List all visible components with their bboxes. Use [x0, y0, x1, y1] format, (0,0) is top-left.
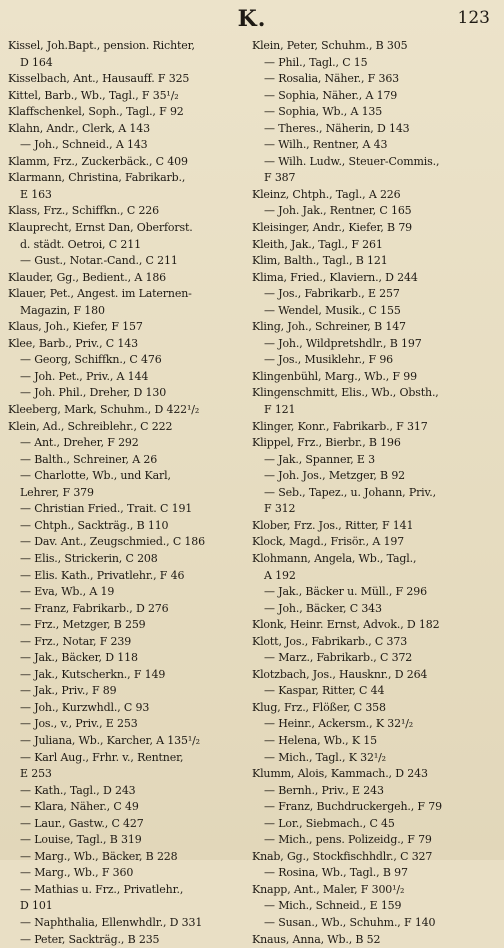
directory-entry-line: — Ant., Dreher, F 292	[20, 436, 139, 450]
directory-entry-line: — Mathias u. Frz., Privatlehr.,	[20, 882, 184, 896]
directory-entry-line: — Karl Aug., Frhr. v., Rentner,	[20, 750, 184, 764]
directory-entry-line: Kleeberg, Mark, Schuhm., D 422¹/₂	[8, 403, 200, 417]
directory-entry-line: — Naphthalia, Ellenwhdlr., D 331	[20, 915, 203, 929]
directory-entry-line: — Mich., pens. Polizeidg., F 79	[264, 833, 432, 847]
directory-entry-line: Klein, Peter, Schuhm., B 305	[252, 39, 408, 52]
directory-entry-line: Klonk, Heinr. Ernst, Advok., D 182	[252, 618, 440, 632]
directory-entry-line: — Peter, Sackträg., B 235	[20, 932, 160, 946]
directory-entry-line: — Theres., Näherin, D 143	[264, 121, 410, 135]
directory-entry-line: — Jos., v., Priv., E 253	[20, 717, 138, 731]
directory-entry-line: Klaffschenkel, Soph., Tagl., F 92	[8, 105, 184, 119]
directory-entry-line: — Joh. Jak., Rentner, C 165	[264, 204, 412, 218]
directory-entry-line: — Charlotte, Wb., und Karl,	[20, 469, 171, 483]
directory-entry-line: Klippel, Frz., Bierbr., B 196	[252, 436, 401, 450]
directory-entry-line: — Dav. Ant., Zeugschmied., C 186	[20, 535, 205, 549]
directory-entry-line: d. städt. Oetroi, C 211	[20, 237, 141, 251]
directory-entry-line: — Chtph., Sackträg., B 110	[20, 518, 169, 532]
directory-entry-line: — Jak., Bäcker u. Müll., F 296	[264, 585, 427, 599]
directory-entry-line: — Mich., Tagl., K 32¹/₂	[264, 750, 386, 764]
directory-entry-line: F 387	[264, 171, 296, 185]
directory-entry-line: — Joh., Schneid., A 143	[20, 138, 148, 152]
directory-entry-line: — Klara, Näher., C 49	[20, 800, 139, 814]
directory-entry-line: — Rosalia, Näher., F 363	[264, 72, 400, 86]
directory-entry-line: Magazin, F 180	[20, 303, 105, 317]
directory-entry-line: — Phil., Tagl., C 15	[264, 55, 368, 69]
page-number: 123	[457, 8, 490, 28]
directory-entry-line: Klima, Fried., Klaviern., D 244	[252, 270, 418, 284]
directory-entry-line: — Georg, Schiffkn., C 476	[20, 353, 162, 367]
directory-entry-line: Klauer, Pet., Angest. im Laternen-	[8, 287, 192, 301]
directory-entry-line: Klamm, Frz., Zuckerbäck., C 409	[8, 154, 188, 168]
directory-entry-line: Kissel, Joh.Bapt., pension. Richter,	[8, 39, 195, 52]
directory-entry-line: Klim, Balth., Tagl., B 121	[252, 254, 388, 268]
directory-entry-line: Klumm, Alois, Kammach., D 243	[252, 767, 428, 781]
directory-entry-line: — Louise, Tagl., B 319	[20, 833, 142, 847]
directory-entry-line: — Kath., Tagl., D 243	[20, 783, 136, 797]
directory-entry-line: — Joh. Phil., Dreher, D 130	[20, 386, 167, 400]
directory-entry-line: F 312	[264, 502, 296, 516]
directory-entry-line: — Seb., Tapez., u. Johann, Priv.,	[264, 485, 436, 499]
directory-entry-line: D 164	[20, 55, 53, 69]
directory-entry-line: Klahn, Andr., Clerk, A 143	[8, 121, 150, 135]
page-header	[0, 4, 504, 32]
directory-entry-line: — Jos., Fabrikarb., E 257	[264, 287, 400, 301]
directory-entry-line: Klotzbach, Jos., Hausknr., D 264	[252, 667, 428, 681]
directory-entry-line: — Elis. Kath., Privatlehr., F 46	[20, 568, 185, 582]
directory-entry-line: — Elis., Strickerin, C 208	[20, 551, 158, 565]
section-letter: K.	[237, 6, 267, 32]
directory-entry-line: Klee, Barb., Priv., C 143	[8, 336, 138, 350]
directory-entry-line: — Balth., Schreiner, A 26	[20, 452, 158, 466]
directory-entry-line: Klauprecht, Ernst Dan, Oberforst.	[8, 221, 193, 235]
directory-entry-line: — Bernh., Priv., E 243	[264, 783, 384, 797]
directory-entry-line: D 101	[20, 899, 53, 913]
directory-entry-line: — Joh. Jos., Metzger, B 92	[264, 469, 406, 483]
directory-entry-line: — Eva, Wb., A 19	[20, 585, 115, 599]
directory-entry-line: — Gust., Notar.-Cand., C 211	[20, 254, 178, 268]
directory-entry-line: Klein, Ad., Schreiblehr., C 222	[8, 419, 173, 433]
directory-entry-line: — Joh., Bäcker, C 343	[264, 601, 382, 615]
directory-entry-line: — Rosina, Wb., Tagl., B 97	[264, 866, 408, 880]
directory-entry-line: Klarmann, Christina, Fabrikarb.,	[8, 171, 186, 185]
directory-entry-line: Klock, Magd., Frisör., A 197	[252, 535, 405, 549]
directory-entry-line: — Jak., Spanner, E 3	[264, 452, 376, 466]
directory-entry-line: — Joh. Pet., Priv., A 144	[20, 369, 149, 383]
directory-entry-line: — Jak., Priv., F 89	[20, 684, 117, 698]
directory-entry-line: Kisselbach, Ant., Hausauff. F 325	[8, 72, 190, 86]
directory-entry-line: — Lor., Siebmach., C 45	[264, 816, 395, 830]
left-column	[8, 38, 254, 946]
directory-entry-line: — Helena, Wb., K 15	[264, 733, 377, 747]
directory-entry-line: Knaus, Anna, Wb., B 52	[252, 932, 381, 946]
right-column	[252, 38, 498, 946]
directory-entry-line: — Marg., Wb., F 360	[20, 866, 134, 880]
directory-entry-line: — Laur., Gastw., C 427	[20, 816, 144, 830]
directory-entry-line: Kleinz, Chtph., Tagl., A 226	[252, 187, 401, 201]
directory-entry-line: Knapp, Ant., Maler, F 300¹/₂	[252, 882, 405, 896]
directory-entry-line: Kleisinger, Andr., Kiefer, B 79	[252, 221, 413, 235]
directory-entry-line: Klaus, Joh., Kiefer, F 157	[8, 320, 143, 334]
directory-entry-line: — Christian Fried., Trait. C 191	[20, 502, 193, 516]
directory-entry-line: — Mich., Schneid., E 159	[264, 899, 402, 913]
directory-entry-line: — Susan., Wb., Schuhm., F 140	[264, 915, 436, 929]
directory-entry-line: — Frz., Notar, F 239	[20, 634, 132, 648]
directory-entry-line: Klinger, Konr., Fabrikarb., F 317	[252, 419, 428, 433]
directory-entry-line: — Marg., Wb., Bäcker, B 228	[20, 849, 178, 863]
directory-entry-line: Lehrer, F 379	[20, 485, 94, 499]
directory-entry-line: Knab, Gg., Stockfischhdlr., C 327	[252, 849, 433, 863]
directory-entry-line: F 121	[264, 403, 296, 417]
directory-entry-line: — Heinr., Ackersm., K 32¹/₂	[264, 717, 414, 731]
directory-entry-line: E 163	[20, 187, 52, 201]
directory-entry-line: — Wendel, Musik., C 155	[264, 303, 401, 317]
directory-entry-line: Klober, Frz. Jos., Ritter, F 141	[252, 518, 414, 532]
directory-entry-line: Kittel, Barb., Wb., Tagl., F 35¹/₂	[8, 88, 179, 102]
directory-entry-line: — Sophia, Näher., A 179	[264, 88, 398, 102]
directory-entry-line: Kling, Joh., Schreiner, B 147	[252, 320, 406, 334]
directory-entry-line: Klass, Frz., Schiffkn., C 226	[8, 204, 159, 218]
directory-entry-line: — Sophia, Wb., A 135	[264, 105, 383, 119]
directory-entry-line: — Jos., Musiklehr., F 96	[264, 353, 394, 367]
directory-entry-line: — Jak., Kutscherkn., F 149	[20, 667, 166, 681]
directory-entry-line: — Juliana, Wb., Karcher, A 135¹/₂	[20, 733, 200, 747]
directory-entry-line: — Frz., Metzger, B 259	[20, 618, 146, 632]
directory-entry-line: — Joh., Kurzwhdl., C 93	[20, 700, 150, 714]
directory-entry-line: A 192	[264, 568, 296, 582]
directory-entry-line: Klohmann, Angela, Wb., Tagl.,	[252, 551, 417, 565]
directory-entry-line: Klingenbühl, Marg., Wb., F 99	[252, 369, 417, 383]
directory-entry-line: E 253	[20, 767, 52, 781]
directory-entry-line: — Jak., Bäcker, D 118	[20, 651, 138, 665]
directory-entry-line: — Kaspar, Ritter, C 44	[264, 684, 385, 698]
directory-entry-line: Klug, Frz., Flößer, C 358	[252, 700, 386, 714]
directory-entry-line: — Joh., Wildpretshdlr., B 197	[264, 336, 422, 350]
directory-entry-line: — Wilh. Ludw., Steuer-Commis.,	[264, 154, 440, 168]
directory-entry-line: Kleith, Jak., Tagl., F 261	[252, 237, 383, 251]
directory-entry-line: — Marz., Fabrikarb., C 372	[264, 651, 413, 665]
directory-entry-line: Klott, Jos., Fabrikarb., C 373	[252, 634, 408, 648]
directory-entry-line: Klauder, Gg., Bedient., A 186	[8, 270, 167, 284]
directory-entry-line: — Wilh., Rentner, A 43	[264, 138, 388, 152]
directory-entry-line: — Franz, Fabrikarb., D 276	[20, 601, 169, 615]
directory-entry-line: Klingenschmitt, Elis., Wb., Obsth.,	[252, 386, 439, 400]
directory-entry-line: — Franz, Buchdruckergeh., F 79	[264, 800, 442, 814]
